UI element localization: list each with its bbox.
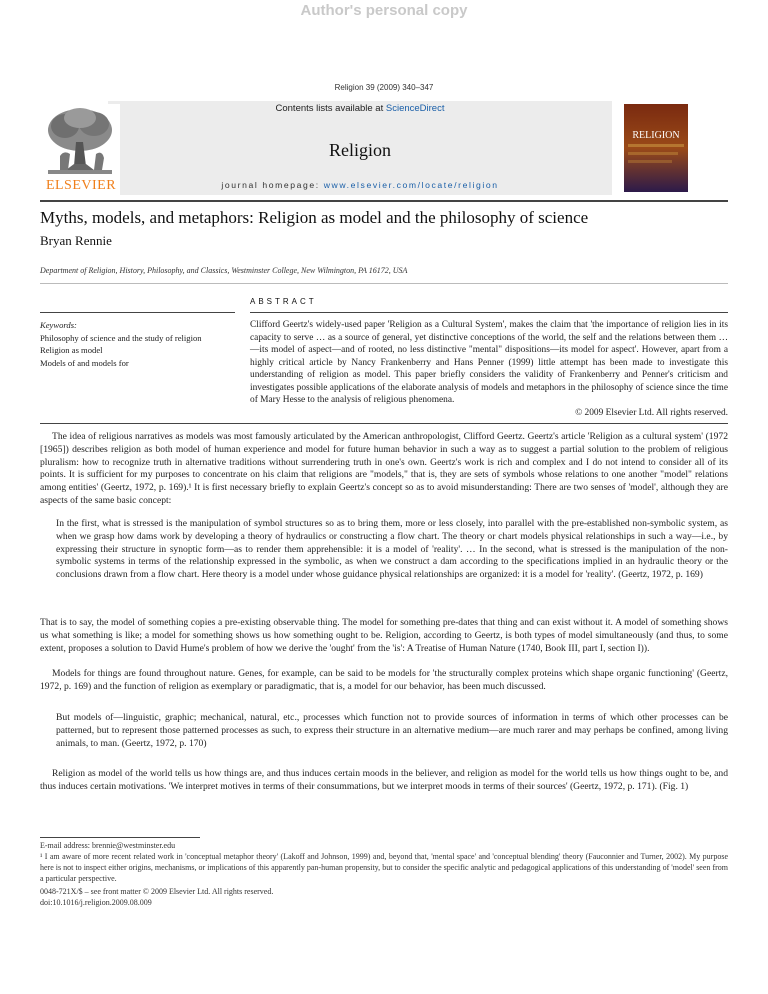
abstract-bottom-rule: [40, 423, 728, 424]
contents-line: [108, 103, 612, 114]
homepage-link[interactable]: www.elsevier.com/locate/religion: [323, 180, 499, 190]
journal-reference: Religion 39 (2009) 340–347: [334, 83, 434, 92]
footnote-rule: [40, 837, 200, 838]
abstract-text: Clifford Geertz's widely-used paper 'Religion as a Cultural System', makes the claim that 'the importance of religion lies in its capacity to serve … as a source of general, yet distinctive conceptions of the world, the self and the relations between them …—its model of aspect—and of rooted, no less distinctive "mental" dispositions—its model for aspect'. However, apart from a highly critical article by Nancy Frankenberry and Hans Penner (1999) little attempt has been made to investigate this understanding of religion as model. This paper briefly considers the validity of Frankenberry and Penner's criticism and investigates possible applications of the elaborate analysis of models and metaphors in the philosophy of science since the time of Mary Hesse to the analysis of religious phenomena.: [250, 320, 728, 405]
front-matter: [40, 886, 273, 908]
abstract-heading: ABSTRACT: [250, 297, 317, 306]
keyword-item: Religion as model: [40, 345, 103, 355]
abstract-copyright: © 2009 Elsevier Ltd. All rights reserved.: [575, 407, 728, 418]
footnotes: [40, 840, 728, 884]
footnote-1: ¹ I am aware of more recent related work in 'conceptual metaphor theory' (Lakoff and Johnson, 1999) and, beyond that, 'mental space' and 'conceptual blending' theory (Fauconnier and Turner, 2002). My purpose here is not to inspect either origins, mechanisms, or implications of this apparently pan-human propensity, but to consider the specific analytic and pedagogical applications of this understanding of 'model' seen from a particular perspective.: [40, 852, 728, 883]
cover-title: RELIGION: [632, 130, 680, 141]
block-quote-1: In the first, what is stressed is the manipulation of symbol structures so as to bring them, more or less closely, into parallel with the pre-established non-symbolic system, as when we grasp how dams work by developing a theory of hydraulics or constructing a flow chart. The theory or chart models physical relationships in such a way—i.e., by expressing their structure in synoptic form—as to render them apprehensible: it is a model of 'reality'. … In the second, what is stressed is the manipulation of the non-symbolic systems in terms of the relationship expressed in the symbolic, as when we construct a dam according to the specifications implied in an hydraulic theory or the conclusions drawn from a flow chart. Here theory is a model under whose guidance physical relationships are organized: it is a model for 'reality'. (Geertz, 1972, p. 169): [56, 518, 728, 581]
journal-name: Religion: [329, 140, 391, 160]
journal-cover-thumbnail: [624, 104, 688, 192]
body-paragraph-3: Models for things are found throughout nature. Genes, for example, can be said to be models for 'the structurally complex proteins which shape organic functioning' (Geertz, 1972, p. 169) and the function of religion as exemplary or paradigmatic, that is, a model for our behavior, has been much discussed.: [40, 668, 728, 692]
body-paragraph-1: The idea of religious narratives as models was most famously articulated by the American anthropologist, Clifford Geertz. Geertz's article 'Religion as a cultural system' (1972 [1965]) describes religion as both model of human experience and model for future human behavior in such a way as to suggest a partial solution to the problem of religious pluralism: how to recognize truth in alternative traditions without surrendering truth in one's own. Geertz's work is rich and complex and I do not intend to consider all of its points. It is sufficient for my purposes to concentrate on his claim that religions are "models," that is, they are sets of symbols whose relations to one another "model" relations among entities' (Geertz, 1972, p. 169).¹ It is first necessary briefly to explain Geertz's concept so as to avoid misunderstanding: There are two senses of 'model', although they are aspects of the same basic concept:: [40, 431, 728, 506]
elsevier-wordmark: ELSEVIER: [45, 178, 117, 193]
block-quote-2: But models of—linguistic, graphic; mechanical, natural, etc., processes which function not to provide sources of information in terms of which other processes can be patterned, but to represent those patterned processes as such, to express their structure in an alternative medium—are much rarer and may perhaps be confined, among living animals, to man. (Geertz, 1972, p. 170): [56, 712, 728, 749]
affiliation-rule: [40, 283, 728, 284]
keywords-label: Keywords:: [40, 320, 77, 330]
journal-homepage: [108, 180, 612, 190]
article-title: Myths, models, and metaphors: Religion as model and the philosophy of science: [40, 208, 589, 227]
author-email: E-mail address: brennie@westminster.edu: [40, 841, 176, 850]
keyword-item: Models of and models for: [40, 357, 129, 368]
author-name: Bryan Rennie: [40, 233, 112, 248]
doi-line: doi:10.1016/j.religion.2009.08.009: [40, 898, 152, 907]
author-affiliation: Department of Religion, History, Philosophy, and Classics, Westminster College, New Wilmington, PA 16172, USA: [40, 266, 408, 275]
body-paragraph-4: Religion as model of the world tells us how things are, and thus induces certain moods in the believer, and religion as model for the world tells us how things ought to be, and thus induces certain motivations. 'We interpret motives in terms of their consummations, but we interpret moods in terms of their sources' (Geertz, 1972, p. 171). (Fig. 1): [40, 768, 728, 792]
contents-prefix: Contents lists available at: [275, 103, 386, 114]
sciencedirect-link[interactable]: ScienceDirect: [385, 103, 445, 114]
homepage-prefix: journal homepage:: [221, 180, 324, 190]
body-paragraph-2: That is to say, the model of something copies a pre-existing observable thing. The model for something pre-dates that thing and can exist without it. A model of something shows us what something is like; a model for something shows us how something ought to be. Religion, according to Geertz, is both types of model simultaneously (and thus, to some extent, proposes a solution to David Hume's problem of how we derive the 'ought' from the 'is': A Treatise of Human Nature (1740, Book III, part I, section I)).: [40, 617, 728, 654]
watermark: Author's personal copy: [300, 2, 468, 19]
keyword-item: Philosophy of science and the study of religion: [40, 332, 202, 343]
abstract-body: [250, 319, 728, 419]
keywords-block: [40, 319, 235, 369]
header-rule: [40, 200, 728, 202]
keywords-top-rule: [40, 312, 235, 313]
issn-line: 0048-721X/$ – see front matter © 2009 Elsevier Ltd. All rights reserved.: [40, 887, 274, 896]
abstract-top-rule: [250, 312, 728, 313]
